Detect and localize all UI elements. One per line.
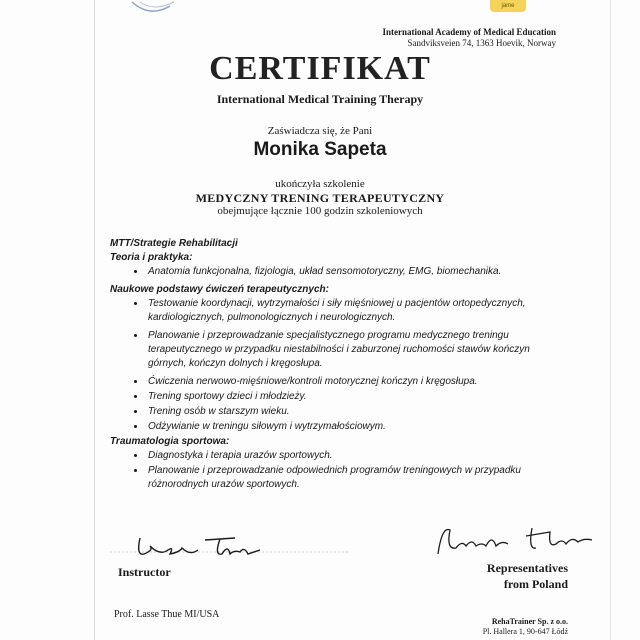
- list-item: • Planowanie i przeprowadzanie odpowiednich programów treningowych w przypadku różnorodnych urazów sportowych.: [146, 464, 570, 492]
- company-block: [483, 617, 568, 637]
- academy-logo: [490, 0, 526, 12]
- list-item: • Planowanie i przeprowadzanie specjalistycznego programu medycznego treningu terapeutycznego w przypadku niestabilności i zaburzonej ruchomości stawów kończyn górnych, kończyn dolnych i kręgosłupa.: [146, 329, 570, 371]
- organization-block: [383, 27, 557, 49]
- list-item: • Testowanie koordynacji, wytrzymałości i siły mięśniowej u pacjentów ortopedycznych, kardiologicznych, pulmonologicznych i neurologicznych.: [146, 297, 570, 325]
- traumatology-list: [110, 449, 570, 492]
- list-item: • Trening sportowy dzieci i młodzieży.: [146, 390, 570, 404]
- instructor-label: Instructor: [118, 565, 171, 579]
- recipient-name: Monika Sapeta: [253, 139, 387, 160]
- organization-name: International Academy of Medical Education: [382, 27, 556, 37]
- content-heading-program: MTT/Strategie Rehabilitacji: [110, 238, 238, 249]
- company-address: Pl. Hallera 1, 90-647 Łódź: [482, 627, 568, 636]
- company-name: RehaTrainer Sp. z o.o.: [491, 617, 568, 626]
- list-item: • Anatomia funkcjonalna, fizjologia, układ sensomotoryczny, EMG, biomechanika.: [146, 265, 570, 279]
- list-item: • Diagnostyka i terapia urazów sportowych.: [146, 449, 570, 463]
- certifies-line: Zaświadcza się, że Pani: [267, 125, 373, 137]
- academy-swoosh-icon: [130, 0, 190, 18]
- list-item: • Trening osób w starszym wieku.: [146, 405, 570, 419]
- organization-address: Sandviksveien 74, 1363 Hoevik, Norway: [407, 38, 556, 48]
- list-item: • Ćwiczenia nerwowo-mięśniowe/kontroli motorycznej kończyn i kręgosłupa.: [146, 375, 570, 389]
- course-hours: obejmujące łącznie 100 godzin szkoleniowych: [217, 205, 423, 217]
- certificate-title: CERTIFIKAT: [209, 50, 431, 87]
- logo-text: jame: [501, 3, 515, 9]
- content-heading-traumatology: Traumatologia sportowa:: [110, 436, 230, 447]
- representative-signature: [432, 520, 602, 560]
- instructor-signature: [110, 534, 350, 564]
- scientific-list: [110, 297, 570, 434]
- representatives-label: [487, 560, 568, 592]
- certificate-subtitle: International Medical Training Therapy: [216, 92, 424, 106]
- content-heading-theory: Teoria i praktyka:: [110, 252, 193, 263]
- professor-name: Prof. Lasse Thue MI/USA: [114, 609, 220, 620]
- course-content: [110, 237, 570, 493]
- representatives-line1: Representatives: [486, 561, 568, 575]
- list-item: • Odżywianie w treningu siłowym i wytrzymałościowym.: [146, 420, 570, 434]
- theory-list: [110, 265, 570, 279]
- representatives-line2: from Poland: [503, 577, 568, 591]
- content-heading-scientific: Naukowe podstawy ćwiczeń terapeutycznych:: [110, 284, 329, 295]
- course-name: MEDYCZNY TRENING TERAPEUTYCZNY: [195, 191, 445, 205]
- completed-line: ukończyła szkolenie: [275, 178, 365, 190]
